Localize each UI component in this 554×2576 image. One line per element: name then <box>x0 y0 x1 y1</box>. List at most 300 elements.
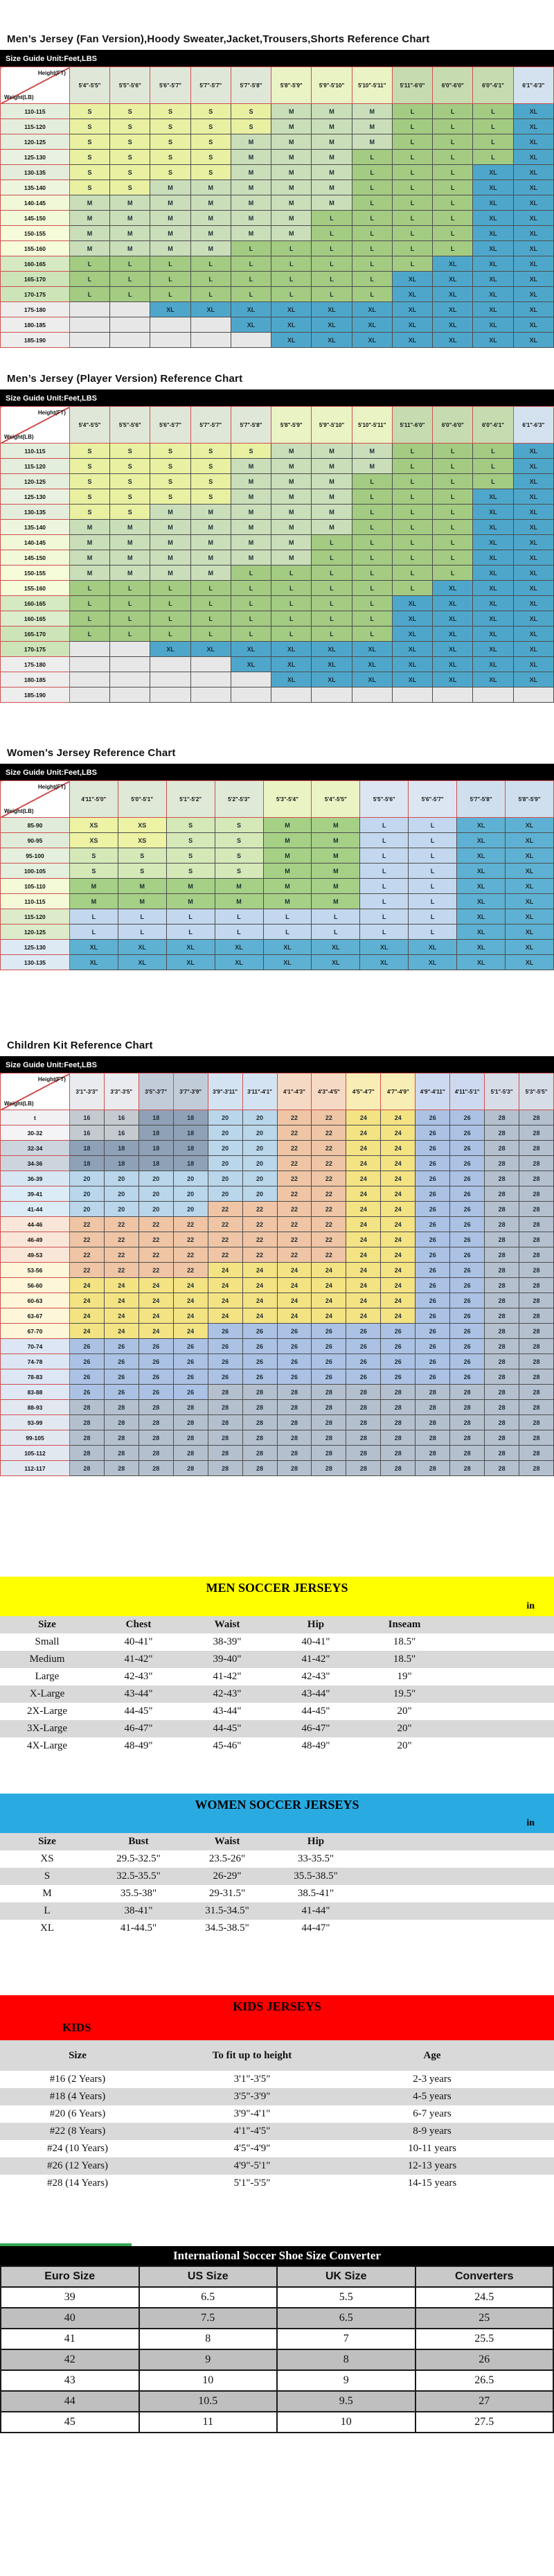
value-cell: 43-44" <box>301 1688 330 1699</box>
size-cell: L <box>360 894 409 909</box>
size-cell: 28 <box>416 1446 450 1461</box>
weight-row-header: 135-140 <box>1 520 70 535</box>
banner-title: KIDS JERSEYS <box>233 1999 321 2013</box>
size-cell: 28 <box>519 1171 554 1186</box>
value-cell: 11 <box>139 2412 278 2433</box>
filler-cell <box>449 1737 554 1755</box>
size-cell: 22 <box>312 1232 346 1247</box>
size-cell: 28 <box>485 1247 519 1263</box>
table-row <box>0 2175 554 2192</box>
height-column-header: 5'5"-5'6" <box>110 407 150 444</box>
size-cell: M <box>263 818 312 833</box>
value-cell: 8-9 years <box>413 2126 452 2137</box>
size-cell: 22 <box>277 1110 312 1125</box>
size-cell: 28 <box>104 1430 138 1446</box>
size-cell <box>150 333 190 348</box>
weight-row-header: 180-185 <box>1 672 70 687</box>
size-cell <box>231 672 271 687</box>
size-cell: L <box>352 550 392 566</box>
size-cell: L <box>433 444 473 459</box>
value-cell: 2X-Large <box>26 1706 68 1717</box>
size-cell: L <box>433 459 473 474</box>
size-cell: 26 <box>242 1354 277 1369</box>
height-column-header: 3'7"-3'9" <box>173 1074 208 1110</box>
size-cell: L <box>190 627 231 642</box>
size-cell: S <box>69 150 109 165</box>
size-cell: XL <box>271 642 312 657</box>
weight-row-header: 53-56 <box>1 1263 70 1278</box>
size-cell: 26 <box>450 1217 485 1232</box>
size-cell: XL <box>352 672 392 687</box>
size-cell: 20 <box>69 1171 104 1186</box>
size-cell: XL <box>271 302 312 317</box>
size-cell: L <box>352 150 392 165</box>
value-cell: 48-49" <box>124 1740 153 1751</box>
size-cell: 20 <box>104 1171 138 1186</box>
size-cell: XL <box>392 611 432 627</box>
size-cell <box>473 687 513 703</box>
size-cell: 26 <box>416 1354 450 1369</box>
size-cell: 24 <box>138 1324 173 1339</box>
height-column-header: 6'0"-6'1" <box>473 407 513 444</box>
size-cell: 28 <box>69 1446 104 1461</box>
value-cell: 18.5" <box>393 1654 416 1665</box>
size-cell: L <box>312 272 352 287</box>
size-cell: 24 <box>69 1308 104 1324</box>
mens-player-chart-section <box>0 373 554 703</box>
value-cell: 43 <box>1 2370 139 2391</box>
size-cell <box>352 687 392 703</box>
size-cell: 26 <box>381 1369 416 1385</box>
size-cell: XL <box>473 211 513 226</box>
size-cell: L <box>166 909 215 925</box>
height-column-header: 6'0"-6'0" <box>433 407 473 444</box>
size-cell: XL <box>513 520 553 535</box>
banner-title: MEN SOCCER JERSEYS <box>206 1581 348 1595</box>
size-cell: 28 <box>138 1461 173 1476</box>
size-cell: 20 <box>208 1141 242 1156</box>
size-cell: 18 <box>69 1156 104 1171</box>
size-cell: 22 <box>242 1217 277 1232</box>
size-cell: L <box>271 272 312 287</box>
size-cell: 26 <box>416 1324 450 1339</box>
size-cell: XL <box>473 581 513 596</box>
size-cell: M <box>150 550 190 566</box>
size-cell: 28 <box>519 1278 554 1293</box>
size-cell: S <box>150 119 190 134</box>
shoe-converter-title: International Soccer Shoe Size Converter <box>0 2246 554 2266</box>
height-column-header: 5'7"-5'8" <box>231 67 271 104</box>
column-header: Inseam <box>360 1616 449 1633</box>
size-cell: XL <box>263 955 312 970</box>
size-cell: L <box>312 566 352 581</box>
weight-row-header: 130-135 <box>1 165 70 180</box>
size-cell: XL <box>513 611 553 627</box>
size-cell: XL <box>433 317 473 333</box>
weight-row-header: 49-53 <box>1 1247 70 1263</box>
size-cell: 28 <box>312 1461 346 1476</box>
size-cell: 20 <box>242 1171 277 1186</box>
size-cell: XL <box>352 333 392 348</box>
size-cell: 18 <box>138 1110 173 1125</box>
size-cell: L <box>360 848 409 864</box>
size-cell: S <box>110 459 150 474</box>
size-cell: S <box>150 444 190 459</box>
size-cell: 26 <box>173 1339 208 1354</box>
size-cell: XL <box>166 955 215 970</box>
size-cell: S <box>69 505 109 520</box>
size-cell <box>513 687 553 703</box>
mens-player-size-matrix <box>0 406 554 703</box>
size-cell: L <box>433 195 473 211</box>
value-cell: 38.5-41" <box>297 1888 334 1899</box>
size-cell: XL <box>150 642 190 657</box>
size-cell: XL <box>513 550 553 566</box>
size-cell: L <box>190 581 231 596</box>
size-cell <box>190 333 231 348</box>
size-cell: 26 <box>416 1369 450 1385</box>
size-cell: 24 <box>381 1308 416 1324</box>
size-cell: XL <box>473 627 513 642</box>
size-cell: 20 <box>242 1141 277 1156</box>
size-cell: M <box>110 566 150 581</box>
size-cell: 28 <box>69 1430 104 1446</box>
value-cell: 3X-Large <box>26 1723 68 1734</box>
size-cell: 26 <box>416 1339 450 1354</box>
size-cell: M <box>271 150 312 165</box>
value-cell: 41-42" <box>124 1654 153 1665</box>
size-cell: S <box>190 134 231 150</box>
size-cell: 28 <box>346 1385 381 1400</box>
size-cell: XL <box>513 317 553 333</box>
column-header: UK Size <box>277 2266 416 2287</box>
weight-row-header: 34-36 <box>1 1156 70 1171</box>
table-row <box>0 1737 554 1755</box>
size-cell: 22 <box>312 1156 346 1171</box>
filler-cell <box>515 2040 554 2071</box>
size-cell: 20 <box>173 1186 208 1202</box>
table-row <box>0 1720 554 1737</box>
size-cell: 28 <box>104 1461 138 1476</box>
size-cell: M <box>150 211 190 226</box>
size-cell: 28 <box>485 1461 519 1476</box>
value-cell: #20 (6 Years) <box>49 2108 106 2119</box>
size-cell: L <box>215 925 263 940</box>
size-cell: 28 <box>485 1354 519 1369</box>
size-cell: S <box>150 104 190 119</box>
size-cell: 22 <box>312 1125 346 1141</box>
size-cell: L <box>215 909 263 925</box>
size-cell: M <box>271 505 312 520</box>
size-cell: XL <box>392 627 432 642</box>
size-cell: 26 <box>416 1278 450 1293</box>
size-cell: L <box>231 566 271 581</box>
size-cell: XL <box>513 134 553 150</box>
size-cell: XL <box>506 833 554 848</box>
size-cell: 24 <box>381 1125 416 1141</box>
height-column-header: 5'2"-5'3" <box>215 781 263 818</box>
size-cell: 26 <box>416 1263 450 1278</box>
size-cell <box>110 333 150 348</box>
size-cell: 28 <box>519 1247 554 1263</box>
size-cell: L <box>231 241 271 256</box>
size-cell: XL <box>312 302 352 317</box>
size-cell: XL <box>312 317 352 333</box>
size-cell: 18 <box>173 1110 208 1125</box>
size-cell: L <box>473 150 513 165</box>
size-cell: 28 <box>381 1385 416 1400</box>
size-cell: 26 <box>138 1339 173 1354</box>
corner-weight-label: Weight(LB) <box>4 94 34 100</box>
size-cell: 28 <box>450 1430 485 1446</box>
size-cell: XL <box>231 302 271 317</box>
weight-row-header: 95-100 <box>1 848 70 864</box>
size-cell: M <box>110 550 150 566</box>
size-cell: XL <box>513 657 553 672</box>
size-cell: 28 <box>104 1446 138 1461</box>
size-cell: L <box>271 611 312 627</box>
size-cell: XL <box>271 317 312 333</box>
size-cell: M <box>69 894 118 909</box>
filler-cell <box>360 1833 554 1850</box>
size-cell: 28 <box>173 1461 208 1476</box>
size-cell <box>433 687 473 703</box>
size-cell: L <box>312 226 352 241</box>
size-cell: 28 <box>381 1400 416 1415</box>
size-cell: S <box>69 864 118 879</box>
value-cell: 40-41" <box>301 1636 330 1647</box>
weight-row-header: 175-180 <box>1 657 70 672</box>
size-cell: M <box>190 211 231 226</box>
size-cell: 26 <box>450 1339 485 1354</box>
size-cell: L <box>271 287 312 302</box>
size-cell: L <box>110 596 150 611</box>
size-cell: XL <box>457 940 506 955</box>
weight-row-header: 63-67 <box>1 1308 70 1324</box>
size-cell: 26 <box>416 1202 450 1217</box>
value-cell: 25 <box>416 2308 554 2329</box>
size-cell: XL <box>473 195 513 211</box>
size-cell: L <box>360 864 409 879</box>
value-cell: 27.5 <box>416 2412 554 2433</box>
size-cell: XL <box>473 241 513 256</box>
value-cell: 26-29" <box>213 1870 242 1882</box>
value-cell: 9 <box>277 2370 416 2391</box>
size-cell: S <box>150 134 190 150</box>
size-cell: XL <box>271 657 312 672</box>
size-cell: 24 <box>346 1110 381 1125</box>
value-cell: 20" <box>397 1706 412 1717</box>
size-cell: 26 <box>416 1141 450 1156</box>
size-cell: L <box>231 256 271 272</box>
size-cell: XL <box>513 287 553 302</box>
weight-row-header: 140-145 <box>1 195 70 211</box>
size-cell: S <box>69 119 109 134</box>
size-cell: 26 <box>312 1369 346 1385</box>
size-guide-bar: Size Guide Unit:Feet,LBS <box>0 389 554 406</box>
size-cell: XL <box>457 955 506 970</box>
value-cell: 40 <box>1 2308 139 2329</box>
size-cell: 28 <box>519 1354 554 1369</box>
weight-row-header: 115-120 <box>1 119 70 134</box>
size-cell: XL <box>513 642 553 657</box>
size-cell: M <box>190 195 231 211</box>
size-cell: L <box>392 256 432 272</box>
height-column-header: 6'0"-6'0" <box>433 67 473 104</box>
size-guide-bar: Size Guide Unit:Feet,LBS <box>0 764 554 780</box>
size-cell: 20 <box>208 1171 242 1186</box>
size-cell <box>231 687 271 703</box>
height-column-header: 3'1"-3'3" <box>69 1074 104 1110</box>
size-cell: M <box>312 119 352 134</box>
size-cell: M <box>312 104 352 119</box>
size-cell: 28 <box>485 1308 519 1324</box>
size-cell: 22 <box>277 1247 312 1263</box>
size-cell: 28 <box>519 1308 554 1324</box>
table-row <box>1 2329 553 2349</box>
size-cell: 28 <box>519 1125 554 1141</box>
weight-row-header: 160-165 <box>1 611 70 627</box>
size-cell: XL <box>473 317 513 333</box>
size-cell: 28 <box>519 1385 554 1400</box>
size-cell: XL <box>473 596 513 611</box>
size-cell: S <box>150 150 190 165</box>
value-cell: 46-47" <box>124 1723 153 1734</box>
size-cell: XL <box>231 317 271 333</box>
size-cell: M <box>150 226 190 241</box>
size-cell: M <box>110 195 150 211</box>
value-cell: 41 <box>1 2329 139 2349</box>
filler-cell <box>449 1651 554 1668</box>
size-cell: XL <box>473 302 513 317</box>
size-cell: S <box>69 165 109 180</box>
size-cell <box>69 302 109 317</box>
table-row <box>0 1685 554 1703</box>
size-cell: 22 <box>312 1110 346 1125</box>
value-cell: 44-45" <box>213 1723 242 1734</box>
size-cell: 26 <box>450 1156 485 1171</box>
size-cell: 28 <box>485 1125 519 1141</box>
shoe-size-table <box>0 2266 554 2433</box>
value-cell: 35.5-38" <box>120 1888 157 1899</box>
weight-row-header: 105-110 <box>1 879 70 894</box>
size-cell: 28 <box>69 1461 104 1476</box>
size-cell: 18 <box>138 1141 173 1156</box>
size-cell: 22 <box>312 1217 346 1232</box>
weight-row-header: 46-49 <box>1 1232 70 1247</box>
size-cell: 22 <box>277 1217 312 1232</box>
size-cell: 26 <box>69 1354 104 1369</box>
value-cell: 38-39" <box>213 1636 242 1647</box>
size-cell: L <box>69 596 109 611</box>
value-cell: 29-31.5" <box>208 1888 246 1899</box>
size-cell <box>110 672 150 687</box>
size-cell: L <box>312 596 352 611</box>
size-cell: M <box>263 879 312 894</box>
size-cell: 24 <box>138 1293 173 1308</box>
size-cell: S <box>150 459 190 474</box>
weight-row-header: 56-60 <box>1 1278 70 1293</box>
size-cell: S <box>110 505 150 520</box>
size-cell <box>110 657 150 672</box>
banner-subtitle: KIDS <box>62 2021 91 2034</box>
size-cell: 26 <box>450 1293 485 1308</box>
size-cell: L <box>312 925 360 940</box>
size-cell: L <box>352 611 392 627</box>
size-cell: L <box>409 848 457 864</box>
size-cell: M <box>312 444 352 459</box>
corner-weight-label: Weight(LB) <box>4 434 34 440</box>
size-cell: 24 <box>242 1263 277 1278</box>
size-cell: 20 <box>104 1186 138 1202</box>
size-cell: S <box>69 848 118 864</box>
size-cell: L <box>150 611 190 627</box>
size-cell: 24 <box>346 1141 381 1156</box>
size-cell: 28 <box>104 1400 138 1415</box>
size-cell: 28 <box>450 1385 485 1400</box>
size-cell: M <box>150 520 190 535</box>
value-cell: 41-42" <box>213 1671 242 1682</box>
filler-cell <box>360 1850 554 1868</box>
size-cell: 28 <box>485 1324 519 1339</box>
size-cell: S <box>190 104 231 119</box>
size-cell: XL <box>231 642 271 657</box>
size-cell: L <box>392 241 432 256</box>
size-cell: M <box>263 864 312 879</box>
size-cell <box>110 687 150 703</box>
size-cell: L <box>433 134 473 150</box>
size-cell: L <box>231 287 271 302</box>
size-cell: 26 <box>450 1354 485 1369</box>
size-cell: M <box>312 520 352 535</box>
size-cell: 22 <box>138 1263 173 1278</box>
size-cell: L <box>409 925 457 940</box>
kids-jerseys-section <box>0 1995 554 2192</box>
size-cell: 24 <box>381 1217 416 1232</box>
size-cell: 22 <box>242 1202 277 1217</box>
filler-cell <box>360 1885 554 1902</box>
size-cell: M <box>312 474 352 489</box>
size-cell: S <box>190 489 231 505</box>
size-cell: XL <box>409 940 457 955</box>
size-cell: 20 <box>208 1156 242 1171</box>
size-cell: XL <box>506 894 554 909</box>
size-cell: M <box>69 879 118 894</box>
height-column-header: 6'0"-6'1" <box>473 67 513 104</box>
size-cell: XL <box>352 657 392 672</box>
chart-title-mens-fan: Men’s Jersey (Fan Version),Hoody Sweater,Jacket,Trousers,Shorts Reference Chart <box>7 33 430 45</box>
filler-cell <box>360 1920 554 1937</box>
size-cell: M <box>69 241 109 256</box>
size-cell: XL <box>392 657 432 672</box>
size-cell: L <box>392 165 432 180</box>
size-cell: XL <box>473 165 513 180</box>
value-cell: 4'1"-4'5" <box>233 2126 271 2137</box>
height-column-header: 5'1"-5'2" <box>166 781 215 818</box>
size-cell: XL <box>513 535 553 550</box>
size-cell: 22 <box>69 1263 104 1278</box>
size-cell: M <box>312 864 360 879</box>
size-cell: L <box>271 256 312 272</box>
table-row <box>0 1633 554 1651</box>
size-cell: L <box>231 611 271 627</box>
size-cell: XL <box>69 940 118 955</box>
size-guide-bar: Size Guide Unit:Feet,LBS <box>0 1056 554 1073</box>
size-cell: S <box>110 165 150 180</box>
size-cell: L <box>166 925 215 940</box>
size-cell: 28 <box>485 1171 519 1186</box>
size-cell: XL <box>513 302 553 317</box>
